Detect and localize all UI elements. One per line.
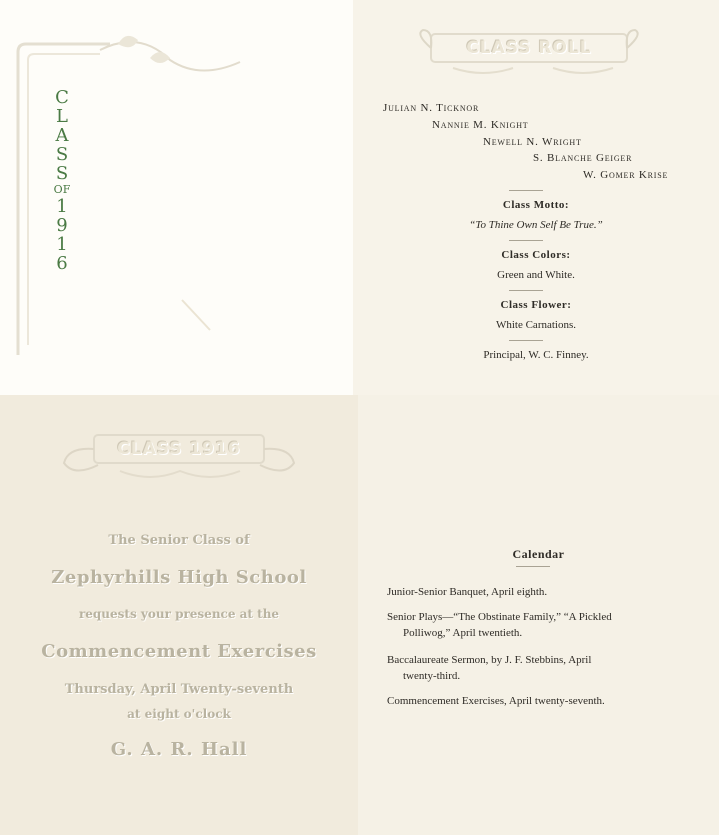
class-of-1916-vertical-lettering [44, 88, 80, 273]
divider [509, 190, 543, 191]
cover-letter: A [55, 125, 69, 146]
invitation-line: The Senior Class of [108, 533, 250, 548]
class-roll-embossed-title: CLASS ROLL [466, 38, 592, 58]
class-roll-panel [353, 0, 719, 395]
cover-letter: 1 [56, 234, 68, 255]
cover-letter: S [55, 144, 69, 165]
invitation-line: requests your presence at the [78, 607, 280, 621]
cover-letter: 9 [56, 215, 68, 236]
calendar-entry [387, 693, 697, 709]
calendar-entry-text: Baccalaureate Sermon, by J. F. Stebbins, April [387, 654, 592, 666]
roll-name: Newell N. Wright [483, 136, 582, 148]
event-venue: G. A. R. Hall [110, 739, 248, 760]
class-motto-heading: Class Motto: [502, 199, 570, 211]
class-1916-embossed-title: CLASS 1916 [117, 439, 241, 459]
cover-letter: 1 [56, 196, 68, 217]
event-time: at eight o'clock [127, 707, 231, 721]
class-colors-heading: Class Colors: [501, 249, 571, 261]
calendar-entry-continuation: Polliwog,” April twentieth. [403, 627, 523, 639]
roll-name: Nannie M. Knight [432, 119, 529, 131]
calendar-panel [358, 395, 719, 835]
class-motto: “To Thine Own Self Be True.” [469, 219, 603, 231]
calendar-entry-continuation: twenty-third. [403, 670, 461, 682]
roll-name: S. Blanche Geiger [533, 152, 633, 164]
calendar-heading: Calendar [512, 547, 565, 561]
cover-letter: L [56, 106, 68, 127]
cover-letter: C [55, 87, 69, 108]
divider [516, 566, 550, 567]
event-date: Thursday, April Twenty-seventh [64, 682, 294, 697]
cover-letter: OF [53, 183, 71, 196]
calendar-entry [387, 652, 697, 684]
school-name: Zephyrhills High School [51, 567, 307, 588]
class-flower: White Carnations. [495, 319, 577, 331]
cover-letter: 6 [56, 253, 68, 274]
calendar-entry-text: Commencement Exercises, April twenty-seventh. [387, 695, 605, 707]
class-flower-heading: Class Flower: [500, 299, 572, 311]
roll-name: Julian N. Ticknor [383, 102, 480, 114]
divider [509, 290, 543, 291]
calendar-entry-text: Senior Plays—“The Obstinate Family,” “A Pickled [387, 611, 612, 623]
event-name: Commencement Exercises [41, 641, 317, 662]
calendar-entry-text: Junior-Senior Banquet, April eighth. [387, 586, 548, 598]
calendar-entry [387, 609, 697, 641]
invitation-panel [0, 395, 358, 835]
divider [509, 240, 543, 241]
class-colors: Green and White. [497, 269, 575, 281]
roll-name: W. Gomer Krise [583, 169, 669, 181]
principal: Principal, W. C. Finney. [483, 349, 589, 361]
cover-panel [0, 0, 353, 395]
divider [509, 340, 543, 341]
calendar-entry [387, 584, 697, 600]
cover-letter: S [55, 163, 69, 184]
